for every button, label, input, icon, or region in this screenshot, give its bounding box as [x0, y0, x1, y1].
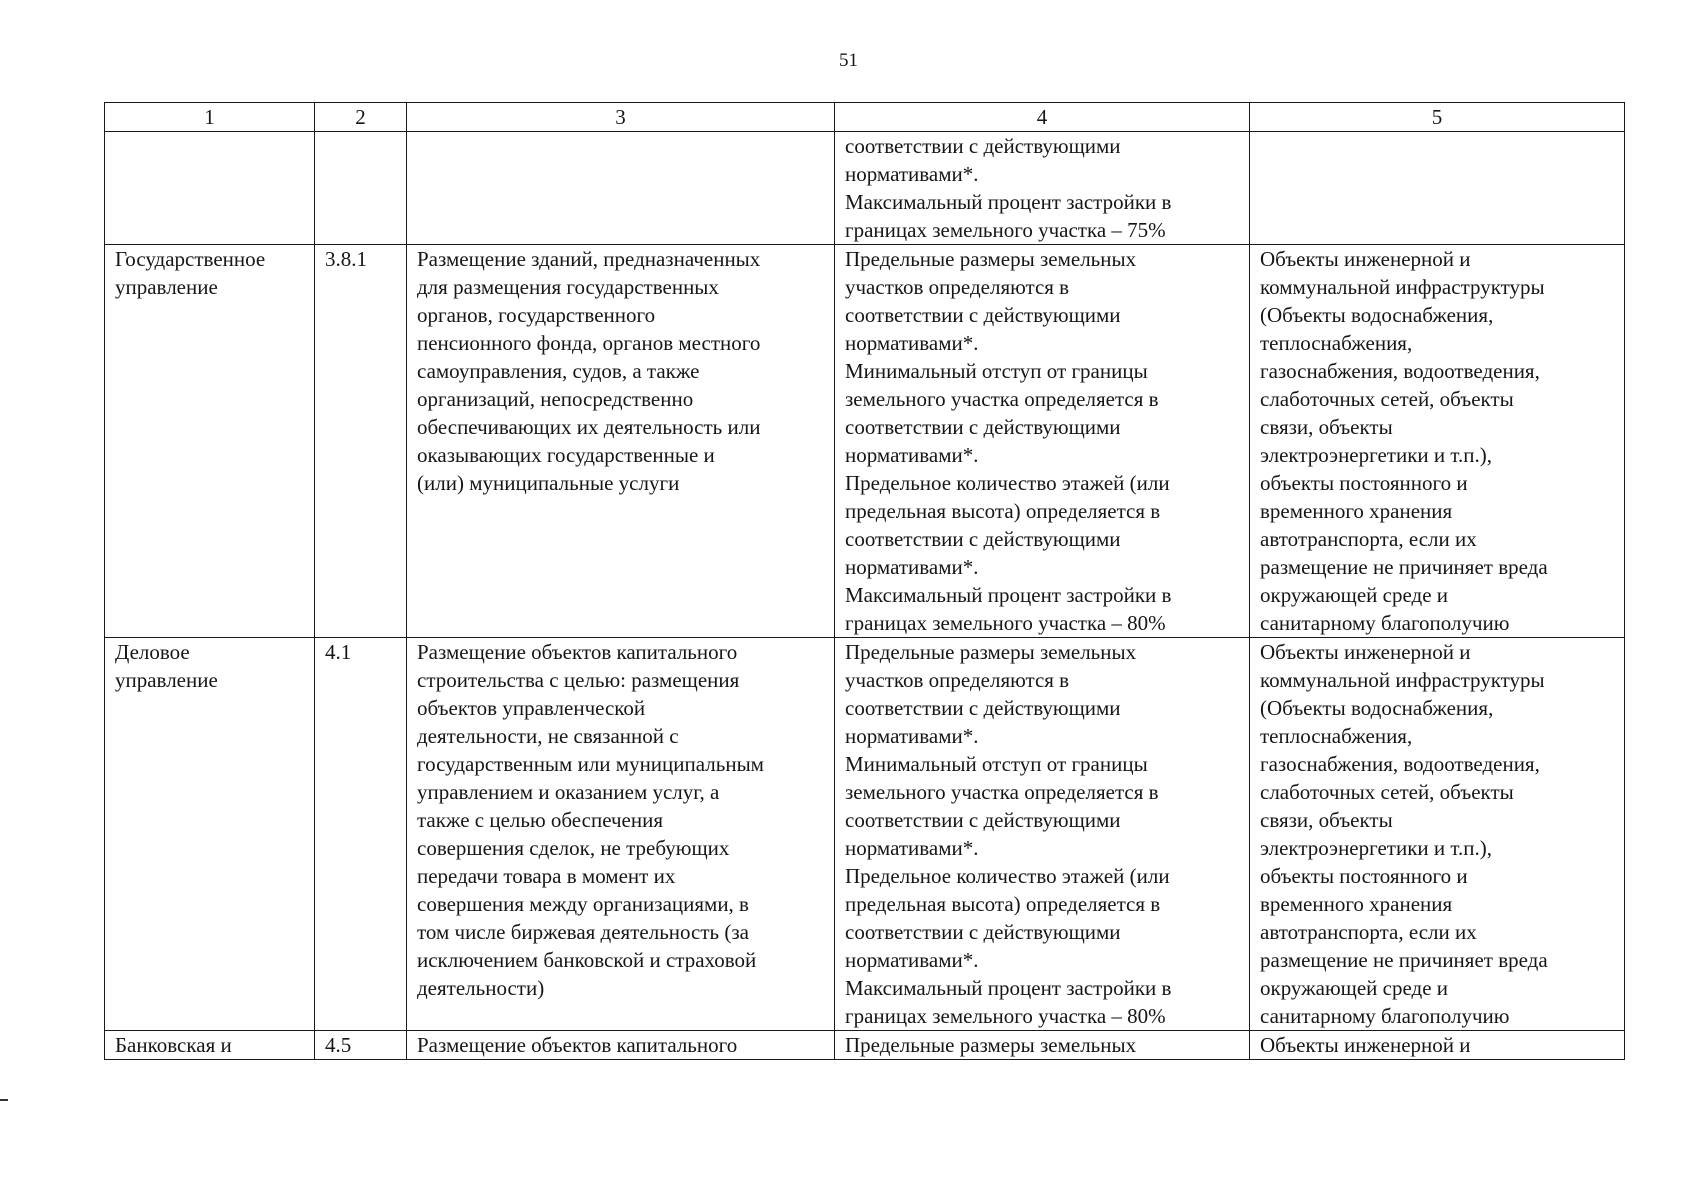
- cell-text-line: Государственное: [115, 247, 266, 271]
- cell-text-line: границах земельного участка – 80%: [845, 611, 1166, 635]
- cell-text-line: также с целью обеспечения: [417, 808, 664, 832]
- cell-text-line: предельная высота) определяется в: [845, 499, 1161, 523]
- header-col-5: 5: [1250, 103, 1625, 132]
- cell-text-line: передачи товара в момент их: [417, 864, 676, 888]
- cell-text-line: управлением и оказанием услуг, а: [417, 780, 720, 804]
- cell-text-line: 4.1: [325, 640, 352, 664]
- cell-text-line: управление: [115, 275, 218, 299]
- code-cell: [315, 132, 407, 245]
- header-col-3: 3: [407, 103, 835, 132]
- cell-text-line: совершения между организациями, в: [417, 892, 749, 916]
- parameters-cell: [835, 132, 1250, 245]
- header-col-4: 4: [835, 103, 1250, 132]
- cell-text-line: деятельности, не связанной с: [417, 724, 679, 748]
- parameters-cell: [835, 245, 1250, 638]
- use-type-cell: [105, 1031, 315, 1060]
- cell-text-line: (Объекты водоснабжения,: [1260, 696, 1494, 720]
- cell-text-line: предельная высота) определяется в: [845, 892, 1161, 916]
- description-cell: [407, 245, 835, 638]
- cell-text-line: совершения сделок, не требующих: [417, 836, 730, 860]
- cell-text-line: том числе биржевая деятельность (за: [417, 920, 749, 944]
- cell-text-line: Объекты инженерной и: [1260, 640, 1471, 664]
- cell-text-line: нормативами*.: [845, 555, 979, 579]
- cell-text-line: органов, государственного: [417, 303, 656, 327]
- cell-text-line: границах земельного участка – 80%: [845, 1004, 1166, 1028]
- cell-text-line: земельного участка определяется в: [845, 780, 1159, 804]
- use-type-cell: [105, 638, 315, 1031]
- cell-text-line: пенсионного фонда, органов местного: [417, 331, 761, 355]
- code-cell: [315, 638, 407, 1031]
- cell-text-line: Деловое: [115, 640, 190, 664]
- cell-text-line: связи, объекты: [1260, 415, 1393, 439]
- cell-text-line: деятельности): [417, 976, 545, 1000]
- cell-text-line: коммунальной инфраструктуры: [1260, 668, 1545, 692]
- cell-text-line: нормативами*.: [845, 443, 979, 467]
- cell-text-line: Максимальный процент застройки в: [845, 190, 1172, 214]
- cell-text-line: размещение не причиняет вреда: [1260, 948, 1548, 972]
- cell-text-line: Предельные размеры земельных: [845, 640, 1137, 664]
- cell-text-line: соответствии с действующими: [845, 134, 1121, 158]
- land-use-table: [104, 102, 1625, 1060]
- cell-text-line: размещение не причиняет вреда: [1260, 555, 1548, 579]
- cell-text-line: Размещение объектов капитального: [417, 1033, 738, 1057]
- cell-text-line: Размещение зданий, предназначенных: [417, 247, 761, 271]
- cell-text-line: нормативами*.: [845, 331, 979, 355]
- header-col-2: 2: [315, 103, 407, 132]
- cell-text-line: объекты постоянного и: [1260, 471, 1468, 495]
- cell-text-line: окружающей среде и: [1260, 976, 1449, 1000]
- cell-text-line: Размещение объектов капитального: [417, 640, 738, 664]
- auxiliary-objects-cell: [1250, 638, 1625, 1031]
- cell-text-line: нормативами*.: [845, 836, 979, 860]
- header-row: [105, 103, 1625, 132]
- cell-text-line: временного хранения: [1260, 892, 1453, 916]
- cell-text-line: теплоснабжения,: [1260, 331, 1413, 355]
- table-row: [105, 132, 1625, 245]
- cell-text-line: земельного участка определяется в: [845, 387, 1159, 411]
- cell-text-line: объектов управленческой: [417, 696, 646, 720]
- cell-text-line: обеспечивающих их деятельность или: [417, 415, 761, 439]
- cell-text-line: (Объекты водоснабжения,: [1260, 303, 1494, 327]
- cell-text-line: организаций, непосредственно: [417, 387, 694, 411]
- cell-text-line: 3.8.1: [325, 247, 367, 271]
- parameters-cell: [835, 638, 1250, 1031]
- cell-text-line: санитарному благополучию: [1260, 611, 1510, 635]
- parameters-cell: [835, 1031, 1250, 1060]
- cell-text-line: Максимальный процент застройки в: [845, 583, 1172, 607]
- cell-text-line: газоснабжения, водоотведения,: [1260, 752, 1540, 776]
- cell-text-line: Предельные размеры земельных: [845, 1033, 1137, 1057]
- cell-text-line: 4.5: [325, 1033, 352, 1057]
- cell-text-line: электроэнергетики и т.п.),: [1260, 836, 1492, 860]
- cell-text-line: государственным или муниципальным: [417, 752, 764, 776]
- cell-text-line: газоснабжения, водоотведения,: [1260, 359, 1540, 383]
- cell-text-line: нормативами*.: [845, 724, 979, 748]
- cell-text-line: Объекты инженерной и: [1260, 247, 1471, 271]
- cell-text-line: для размещения государственных: [417, 275, 719, 299]
- cell-text-line: объекты постоянного и: [1260, 864, 1468, 888]
- cell-text-line: границах земельного участка – 75%: [845, 218, 1166, 242]
- auxiliary-objects-cell: [1250, 1031, 1625, 1060]
- cell-text-line: соответствии с действующими: [845, 808, 1121, 832]
- cell-text-line: Минимальный отступ от границы: [845, 359, 1148, 383]
- cell-text-line: электроэнергетики и т.п.),: [1260, 443, 1492, 467]
- cell-text-line: соответствии с действующими: [845, 527, 1121, 551]
- cell-text-line: Минимальный отступ от границы: [845, 752, 1148, 776]
- cell-text-line: слаботочных сетей, объекты: [1260, 780, 1514, 804]
- cell-text-line: автотранспорта, если их: [1260, 527, 1477, 551]
- description-cell: [407, 1031, 835, 1060]
- cell-text-line: соответствии с действующими: [845, 920, 1121, 944]
- cell-text-line: исключением банковской и страховой: [417, 948, 757, 972]
- cell-text-line: соответствии с действующими: [845, 303, 1121, 327]
- cell-text-line: Предельное количество этажей (или: [845, 864, 1170, 888]
- cell-text-line: самоуправления, судов, а также: [417, 359, 700, 383]
- code-cell: [315, 245, 407, 638]
- cell-text-line: коммунальной инфраструктуры: [1260, 275, 1545, 299]
- auxiliary-objects-cell: [1250, 245, 1625, 638]
- cell-text-line: автотранспорта, если их: [1260, 920, 1477, 944]
- table-row: [105, 1031, 1625, 1060]
- table-row: [105, 245, 1625, 638]
- table-row: [105, 638, 1625, 1031]
- cell-text-line: (или) муниципальные услуги: [417, 471, 680, 495]
- cell-text-line: окружающей среде и: [1260, 583, 1449, 607]
- cell-text-line: связи, объекты: [1260, 808, 1393, 832]
- scan-edge-mark: [0, 1099, 8, 1101]
- use-type-cell: [105, 245, 315, 638]
- cell-text-line: теплоснабжения,: [1260, 724, 1413, 748]
- cell-text-line: оказывающих государственные и: [417, 443, 715, 467]
- cell-text-line: участков определяются в: [845, 668, 1070, 692]
- cell-text-line: Банковская и: [115, 1033, 232, 1057]
- cell-text-line: соответствии с действующими: [845, 696, 1121, 720]
- cell-text-line: строительства с целью: размещения: [417, 668, 740, 692]
- cell-text-line: слаботочных сетей, объекты: [1260, 387, 1514, 411]
- header-col-1: 1: [105, 103, 315, 132]
- auxiliary-objects-cell: [1250, 132, 1625, 245]
- cell-text-line: нормативами*.: [845, 162, 979, 186]
- cell-text-line: Максимальный процент застройки в: [845, 976, 1172, 1000]
- page-number: 51: [839, 50, 858, 71]
- cell-text-line: управление: [115, 668, 218, 692]
- cell-text-line: Предельные размеры земельных: [845, 247, 1137, 271]
- cell-text-line: Объекты инженерной и: [1260, 1033, 1471, 1057]
- description-cell: [407, 638, 835, 1031]
- cell-text-line: Предельное количество этажей (или: [845, 471, 1170, 495]
- code-cell: [315, 1031, 407, 1060]
- cell-text-line: нормативами*.: [845, 948, 979, 972]
- cell-text-line: санитарному благополучию: [1260, 1004, 1510, 1028]
- cell-text-line: участков определяются в: [845, 275, 1070, 299]
- use-type-cell: [105, 132, 315, 245]
- cell-text-line: временного хранения: [1260, 499, 1453, 523]
- cell-text-line: соответствии с действующими: [845, 415, 1121, 439]
- description-cell: [407, 132, 835, 245]
